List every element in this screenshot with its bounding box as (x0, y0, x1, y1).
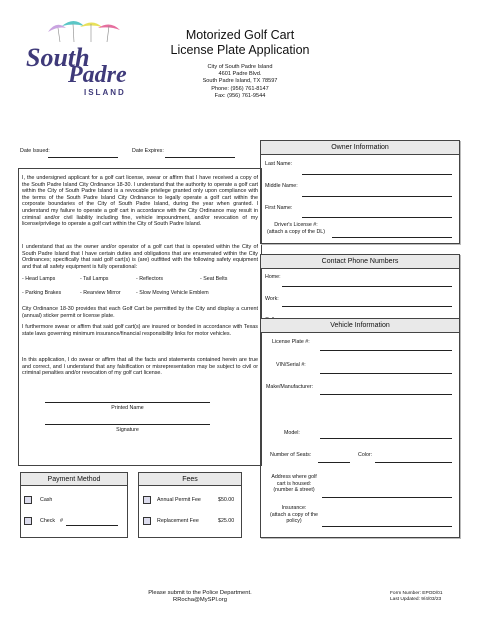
housed-label-note: (number & street) (273, 487, 315, 493)
equipment-slow-moving-emblem: - Slow Moving Vehicle Emblem (136, 290, 209, 296)
insurance-label-note: policy) (286, 518, 302, 524)
city-address (140, 64, 340, 100)
replacement-label: Replacement Fee (157, 518, 199, 524)
number-of-seats-label: Number of Seats: (270, 452, 312, 458)
equipment-parking-brakes: - Parking Brakes (22, 290, 62, 296)
check-checkbox[interactable] (24, 517, 32, 525)
housed-address-label (262, 474, 326, 494)
owner-information-header: Owner Information (260, 140, 460, 155)
address-line: Phone: (956) 761-8147 (211, 85, 269, 92)
submission-email[interactable]: RRocha@MySPI.org (173, 597, 227, 603)
first-name-label: First Name: (265, 205, 293, 211)
contact-phones-header: Contact Phone Numbers (260, 254, 460, 269)
housed-label-line: cart is housed: (276, 480, 312, 487)
last-updated: Last Updated: 9/4/03/23 (390, 597, 442, 602)
date-issued-field[interactable] (48, 157, 118, 158)
check-label: Check (40, 518, 56, 524)
check-number-hash: # (60, 518, 63, 524)
work-phone-field[interactable] (282, 306, 452, 307)
insurance-label (262, 505, 326, 525)
logo-word-south: South (26, 43, 90, 72)
submission-note (120, 590, 280, 604)
agreement-paragraph-5: In this application, I do swear or affirm that all the facts and statements contained herein are true and correct, and I understand that any falsification or misrepresentation may be subject to civil or criminal penalties and/or revocation of my golf cart license. (22, 357, 258, 377)
license-plate-label: License Plate #: (272, 339, 310, 345)
check-number-field[interactable] (66, 525, 118, 526)
first-name-field[interactable] (302, 217, 452, 218)
address-line: City of South Padre Island (207, 64, 273, 70)
make-manufacturer-label: Make/Manufacturer: (266, 384, 314, 390)
title-line-2: License Plate Application (170, 43, 310, 57)
agreement-paragraph-3: City Ordinance 18-30 provides that each Golf Cart be permitted by the City and display a current (annual) sticker permit or license plate. (22, 306, 258, 319)
annual-permit-label: Annual Permit Fee (157, 497, 201, 503)
drivers-license-label (262, 222, 330, 235)
south-padre-island-logo (18, 18, 138, 98)
make-manufacturer-field[interactable] (320, 394, 452, 395)
cash-checkbox[interactable] (24, 496, 32, 504)
fees-header: Fees (138, 472, 242, 486)
printed-name-label: Printed Name (111, 405, 144, 411)
form-metadata (390, 591, 470, 603)
logo-word-island: ISLAND (84, 88, 126, 97)
housed-address-field[interactable] (322, 497, 452, 498)
form-title (140, 28, 340, 58)
vin-serial-field[interactable] (320, 373, 452, 374)
date-issued-label: Date Issued: (20, 148, 50, 154)
model-field[interactable] (320, 438, 452, 439)
date-expires-field[interactable] (165, 157, 235, 158)
printed-name-field[interactable] (45, 402, 210, 403)
form-number: Form Number: EPOD/01 (390, 591, 443, 596)
agreement-paragraph-1: I, the undersigned applicant for a golf cart license, swear or affirm that I have received a copy of the South Padre Island City Ordinance 18-30. I understand that the authority to operate a golf cart within the City of South Padre Island is a revocable privilege granted only upon compliance with the terms of the South Padre Island City Ordinance to legally operate a golf cart within the corporate boundaries of the City of South Padre Island, during the year when granted. I understand my failure to operate a golf cart in accordance with the City Ordinance may result in criminal and/or civil liability including fine, vehicle impoundment, and/or revocation of my license/privilege to operate a golf cart within the City of South Padre Island. (22, 175, 258, 228)
address-line: 4601 Padre Blvd. (218, 71, 262, 78)
insurance-label-line: Insurance: (281, 505, 307, 511)
home-phone-field[interactable] (282, 286, 452, 287)
signature-field[interactable] (45, 424, 210, 425)
replacement-checkbox[interactable] (143, 517, 151, 525)
title-line-1: Motorized Golf Cart (185, 28, 295, 42)
agreement-paragraph-4: I furthermore swear or affirm that said golf cart(s) are insured or bonded in accordance with Texas state laws governing minimum insurance/financial responsibility links for motor vehicles. (22, 324, 258, 337)
annual-permit-amount: $50.00 (218, 497, 235, 503)
work-phone-label: Work: (265, 296, 279, 302)
equipment-head-lamps: - Head Lamps (22, 276, 56, 282)
housed-label-line: Address where golf (271, 474, 317, 480)
middle-name-field[interactable] (302, 196, 452, 197)
equipment-seat-belts: - Seat Belts (200, 276, 228, 282)
last-name-label: Last Name: (265, 161, 293, 167)
license-plate-field[interactable] (320, 350, 452, 351)
insurance-field[interactable] (322, 526, 452, 527)
drivers-license-field[interactable] (332, 237, 452, 238)
submission-instruction: Please submit to the Police Department. (148, 590, 252, 596)
agreement-paragraph-2: I understand that as the owner and/or operator of a golf cart that is operated within the City of South Padre Island that I have certain duties and obligations that are enumerated within the City Ordinances; specifically that said golf cart(s) is (are) outfitted with the following safety equipment and that all safety equipment is fully operational: (22, 244, 258, 270)
vehicle-information-header: Vehicle Information (260, 318, 460, 333)
dl-label-line: Driver's License #: (274, 222, 318, 228)
payment-method-header: Payment Method (20, 472, 128, 486)
last-name-field[interactable] (302, 174, 452, 175)
color-field[interactable] (375, 462, 452, 463)
umbrella-icon (48, 21, 120, 42)
address-line: South Padre Island, TX 78597 (202, 78, 278, 85)
color-label: Color: (358, 452, 373, 458)
number-of-seats-field[interactable] (318, 462, 350, 463)
annual-permit-checkbox[interactable] (143, 496, 151, 504)
date-expires-label: Date Expires: (132, 148, 164, 154)
home-phone-label: Home: (265, 274, 281, 280)
cash-label: Cash (40, 497, 53, 503)
equipment-reflectors: - Reflectors (136, 276, 164, 282)
equipment-rearview-mirror: - Rearview Mirror (80, 290, 121, 296)
middle-name-label: Middle Name: (265, 183, 298, 189)
dl-label-note: (attach a copy of the DL) (266, 228, 325, 235)
logo-word-padre: Padre (68, 62, 127, 88)
signature-label: Signature (116, 427, 139, 433)
equipment-tail-lamps: - Tail Lamps (80, 276, 109, 282)
vin-serial-label: VIN/Serial #: (276, 362, 306, 368)
address-line: Fax: (956) 761-9544 (214, 92, 266, 99)
replacement-amount: $25.00 (218, 518, 235, 524)
insurance-label-note: (attach a copy of the (270, 511, 318, 518)
model-label: Model: (284, 430, 300, 436)
